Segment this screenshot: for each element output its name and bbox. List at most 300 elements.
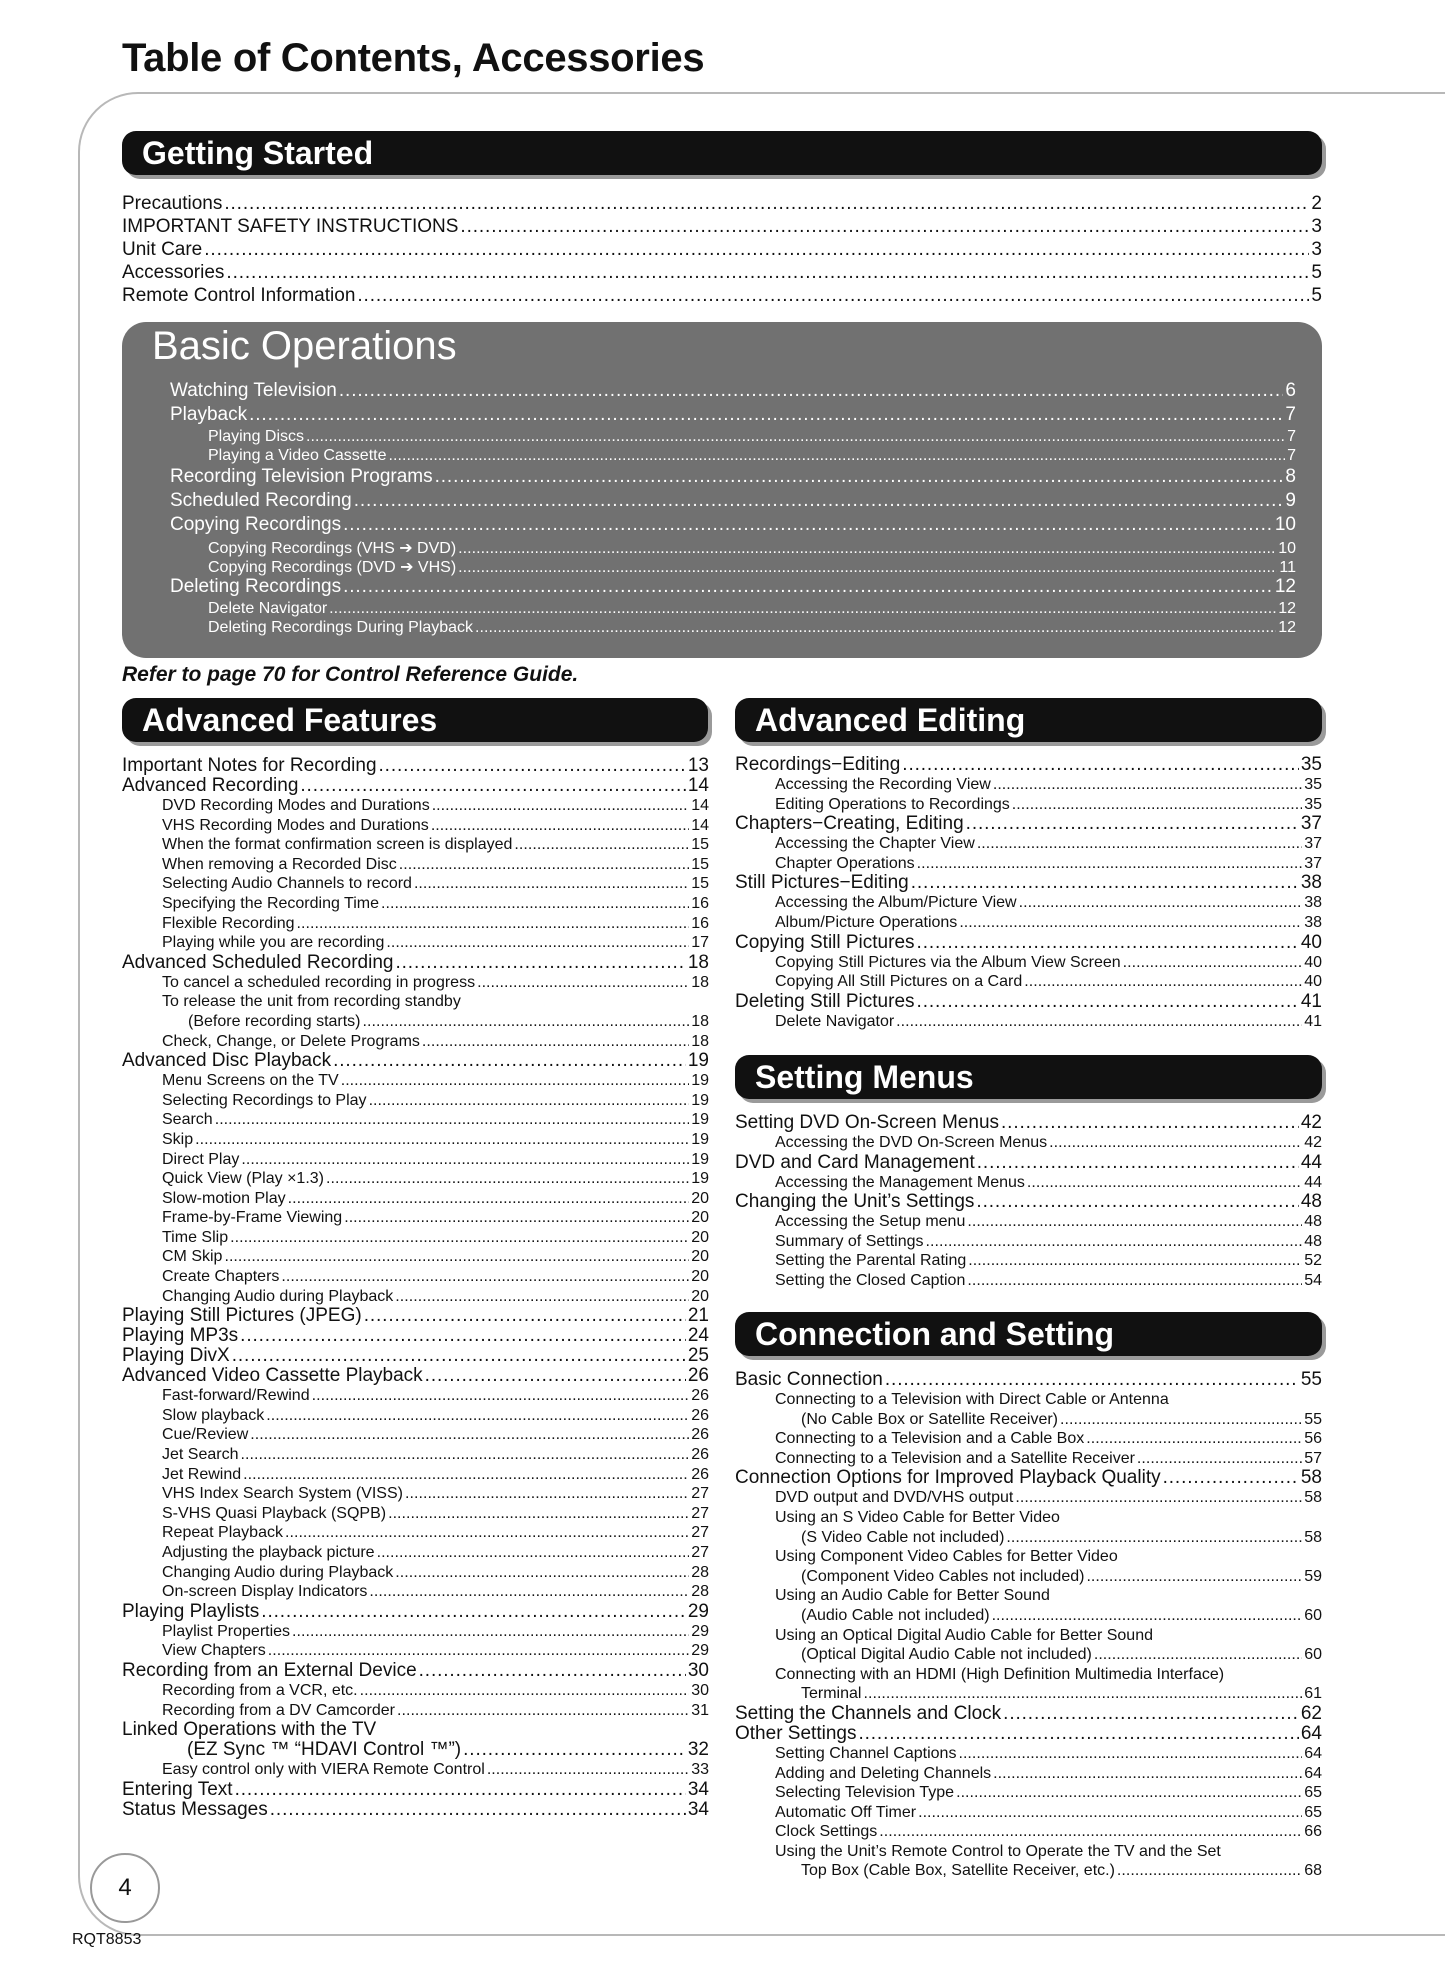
toc-entry-label: Flexible Recording	[162, 914, 295, 932]
toc-entry-page: 13	[687, 755, 709, 776]
dot-leader	[1001, 1113, 1299, 1133]
toc-entry-page: 64	[1304, 1764, 1322, 1782]
toc-entry-label: Clock Settings	[775, 1823, 878, 1841]
toc-entry-label: Recording from a DV Camcorder	[162, 1701, 395, 1719]
basic-operations-list	[170, 380, 1296, 638]
dot-leader	[292, 1622, 689, 1642]
toc-entry	[122, 992, 709, 1012]
toc-entry	[122, 953, 709, 973]
toc-entry	[122, 874, 709, 894]
toc-entry	[170, 557, 1296, 576]
toc-entry-page: 68	[1304, 1862, 1322, 1880]
toc-entry-label: Cue/Review	[162, 1426, 249, 1444]
toc-entry-page: 30	[687, 1659, 709, 1681]
toc-entry	[735, 1153, 1322, 1173]
toc-entry-label: Recording from an External Device	[122, 1659, 417, 1681]
toc-entry-label: Recording from a VCR, etc.	[162, 1681, 358, 1699]
toc-entry-page: 62	[1300, 1702, 1322, 1724]
toc-entry-label: Playing while you are recording	[162, 934, 385, 952]
toc-entry	[122, 1169, 709, 1189]
toc-entry-page: 27	[691, 1485, 709, 1503]
toc-entry-page: 28	[691, 1583, 709, 1601]
dot-leader	[918, 1803, 1302, 1823]
dot-leader	[514, 835, 689, 855]
dot-leader	[977, 834, 1302, 854]
dot-leader	[381, 894, 689, 914]
toc-entry-page: 26	[691, 1465, 709, 1483]
toc-entry-page: 18	[691, 973, 709, 991]
toc-entry	[735, 972, 1322, 992]
dot-leader	[959, 913, 1302, 933]
toc-entry-page: 38	[1300, 872, 1322, 894]
toc-entry-page: 40	[1304, 973, 1322, 991]
toc-entry-label: Playing a Video Cassette	[208, 447, 387, 464]
dot-leader	[270, 1800, 686, 1820]
dot-leader	[285, 1523, 689, 1543]
toc-entry-page: 21	[687, 1305, 709, 1327]
dot-leader	[268, 1641, 689, 1661]
toc-entry	[122, 1760, 709, 1780]
dot-leader	[300, 776, 685, 796]
dot-leader	[902, 755, 1299, 775]
toc-entry-page: 55	[1300, 1369, 1322, 1390]
toc-entry	[170, 490, 1296, 514]
toc-entry	[170, 576, 1296, 600]
dot-leader	[343, 514, 1273, 536]
toc-entry-label: Copying Still Pictures via the Album View Screen	[775, 953, 1121, 971]
toc-entry-label: Direct Play	[162, 1150, 240, 1168]
dot-leader	[388, 1504, 689, 1524]
dot-leader	[329, 600, 1276, 618]
toc-entry-page: 48	[1300, 1191, 1322, 1213]
toc-entry	[735, 1586, 1322, 1606]
dot-leader	[863, 1684, 1302, 1704]
dot-leader	[215, 1110, 690, 1130]
dot-leader	[977, 1153, 1299, 1173]
toc-entry	[122, 1582, 709, 1602]
toc-entry-label: Accessing the Chapter View	[775, 835, 975, 853]
toc-entry	[735, 1113, 1322, 1133]
toc-entry-label: Slow-motion Play	[162, 1189, 286, 1207]
toc-entry-label: Selecting Recordings to Play	[162, 1091, 367, 1109]
toc-entry	[735, 1192, 1322, 1212]
toc-entry-page: 7	[1287, 447, 1296, 464]
toc-entry-label: Connecting to a Television with Direct Cable or Antenna	[775, 1391, 1169, 1408]
toc-entry-label: (Optical Digital Audio Cable not included)	[801, 1646, 1092, 1664]
toc-entry	[122, 1326, 709, 1346]
toc-entry-page: 64	[1304, 1744, 1322, 1762]
toc-entry-page: 42	[1304, 1134, 1322, 1151]
toc-entry-page: 2	[1311, 193, 1322, 214]
toc-entry-label: Unit Care	[122, 239, 203, 260]
toc-entry	[735, 1822, 1322, 1842]
toc-entry	[735, 814, 1322, 834]
dot-leader	[232, 1346, 686, 1366]
toc-entry	[735, 1724, 1322, 1744]
toc-entry-page: 26	[691, 1426, 709, 1444]
toc-entry	[170, 466, 1296, 490]
toc-entry-label: Slow playback	[162, 1406, 265, 1424]
toc-entry	[735, 1468, 1322, 1488]
setting-menus-list	[735, 1113, 1322, 1291]
toc-entry-page: 58	[1304, 1528, 1322, 1546]
toc-entry-label: Connecting with an HDMI (High Definition Multimedia Interface)	[775, 1665, 1225, 1683]
dot-leader	[360, 1681, 690, 1701]
toc-entry	[735, 1528, 1322, 1548]
dot-leader	[992, 1606, 1303, 1626]
dot-leader	[958, 1744, 1302, 1764]
toc-entry-page: 20	[691, 1209, 709, 1227]
toc-entry-page: 37	[1304, 835, 1322, 853]
toc-entry-label: Playback	[170, 404, 248, 425]
dot-leader	[1027, 1173, 1302, 1193]
dot-leader	[463, 1740, 686, 1760]
toc-entry	[170, 619, 1296, 638]
toc-entry	[735, 755, 1322, 775]
toc-entry-label: (Before recording starts)	[188, 1012, 361, 1030]
toc-entry-label: Frame-by-Frame Viewing	[162, 1209, 343, 1227]
basic-operations-heading: Basic Operations	[152, 324, 457, 368]
toc-entry	[735, 1547, 1322, 1567]
toc-entry	[122, 285, 1322, 308]
toc-entry-label: Deleting Still Pictures	[735, 990, 915, 1012]
toc-entry-label: Playing Discs	[208, 428, 305, 445]
toc-entry-page: 37	[1300, 813, 1322, 835]
toc-entry-label: DVD Recording Modes and Durations	[162, 797, 430, 814]
dot-leader	[460, 216, 1309, 238]
toc-entry-page: 26	[687, 1365, 709, 1387]
toc-entry-label: S-VHS Quasi Playback (SQPB)	[162, 1504, 387, 1522]
dot-leader	[235, 1780, 686, 1800]
dot-leader	[967, 1212, 1302, 1232]
toc-entry-label: Copying All Still Pictures on a Card	[775, 973, 1023, 991]
dot-leader	[885, 1370, 1299, 1390]
toc-entry-page: 40	[1304, 953, 1322, 971]
toc-entry-label: VHS Index Search System (VISS)	[162, 1485, 403, 1503]
toc-entry	[735, 1803, 1322, 1823]
toc-entry	[122, 1523, 709, 1543]
dot-leader	[1163, 1468, 1299, 1488]
dot-leader	[388, 447, 1285, 465]
dot-leader	[993, 1764, 1302, 1784]
dot-leader	[1117, 1861, 1302, 1881]
toc-entry-label: Easy control only with VIERA Remote Control	[162, 1761, 485, 1779]
dot-leader	[281, 1267, 689, 1287]
toc-entry	[122, 1681, 709, 1701]
toc-entry-page: 27	[691, 1544, 709, 1561]
toc-entry	[735, 1744, 1322, 1764]
toc-entry	[735, 1173, 1322, 1193]
toc-entry	[122, 1386, 709, 1406]
toc-entry-label: Copying Recordings (DVD ➔ VHS)	[208, 559, 457, 576]
toc-entry-label: Using Component Video Cables for Better Video	[775, 1548, 1118, 1566]
toc-entry	[122, 914, 709, 934]
dot-leader	[858, 1724, 1298, 1744]
dot-leader	[1019, 893, 1303, 913]
toc-entry-page: 61	[1304, 1685, 1322, 1703]
dot-leader	[419, 1661, 686, 1681]
toc-entry-label: When removing a Recorded Disc	[162, 855, 397, 873]
toc-entry	[122, 1150, 709, 1170]
toc-entry-label: Jet Search	[162, 1446, 239, 1464]
toc-entry-page: 19	[691, 1150, 709, 1168]
toc-entry-page: 41	[1304, 1012, 1322, 1030]
toc-entry	[122, 1465, 709, 1485]
dot-leader	[395, 1563, 689, 1583]
dot-leader	[917, 992, 1299, 1012]
toc-entry-label: Repeat Playback	[162, 1524, 283, 1542]
toc-entry-page: 20	[691, 1248, 709, 1266]
toc-entry-page: 19	[687, 1050, 709, 1072]
toc-entry-label: Delete Navigator	[775, 1012, 895, 1030]
toc-entry	[735, 1251, 1322, 1271]
toc-entry	[735, 1212, 1322, 1232]
toc-entry-page: 14	[691, 816, 709, 834]
toc-entry	[170, 538, 1296, 557]
toc-entry-label: Still Pictures−Editing	[735, 872, 909, 894]
advanced-editing-heading: Advanced Editing	[735, 698, 1322, 742]
toc-entry-label: Check, Change, or Delete Programs	[162, 1032, 420, 1050]
doc-code: RQT8853	[72, 1931, 142, 1948]
dot-leader	[917, 854, 1303, 874]
toc-entry-label: Watching Television	[170, 380, 337, 401]
toc-entry-page: 3	[1311, 216, 1322, 237]
toc-entry-label: Advanced Scheduled Recording	[122, 951, 394, 973]
dot-leader	[230, 1228, 689, 1248]
dot-leader	[364, 1306, 686, 1326]
toc-entry-label: Basic Connection	[735, 1369, 883, 1390]
page-number: 4	[90, 1853, 160, 1923]
toc-entry-label: Setting the Parental Rating	[775, 1252, 967, 1270]
dot-leader	[879, 1822, 1302, 1842]
dot-leader	[1024, 972, 1302, 992]
toc-entry	[735, 1410, 1322, 1430]
toc-entry	[735, 1606, 1322, 1626]
toc-entry-page: 60	[1304, 1606, 1322, 1624]
toc-entry-page: 17	[691, 934, 709, 952]
toc-entry-label: Precautions	[122, 193, 223, 214]
toc-entry-page: 52	[1304, 1252, 1322, 1270]
toc-entry	[735, 893, 1322, 913]
toc-entry-page: 7	[1287, 428, 1296, 445]
dot-leader	[288, 1189, 690, 1209]
toc-entry	[122, 933, 709, 953]
dot-leader	[241, 1150, 689, 1170]
toc-entry-page: 25	[687, 1345, 709, 1367]
toc-entry-page: 20	[691, 1268, 709, 1286]
toc-entry-page: 33	[691, 1761, 709, 1779]
toc-entry	[735, 1429, 1322, 1449]
toc-entry	[122, 1189, 709, 1209]
toc-entry-page: 3	[1311, 239, 1322, 260]
dot-leader	[354, 490, 1284, 512]
toc-entry-label: Playing Playlists	[122, 1600, 260, 1622]
toc-entry-label: Other Settings	[735, 1722, 857, 1744]
dot-leader	[432, 796, 690, 816]
dot-leader	[224, 1247, 689, 1267]
toc-entry-page: 5	[1311, 285, 1322, 306]
toc-entry-label: When the format confirmation screen is displayed	[162, 836, 513, 854]
toc-entry-label: View Chapters	[162, 1642, 266, 1660]
dot-leader	[357, 285, 1309, 307]
toc-entry	[122, 1406, 709, 1426]
toc-entry-page: 14	[691, 797, 709, 814]
toc-entry-label: Chapter Operations	[775, 854, 915, 872]
toc-entry-page: 59	[1304, 1567, 1322, 1585]
dot-leader	[917, 933, 1299, 953]
dot-leader	[312, 1386, 690, 1406]
toc-entry-label: Album/Picture Operations	[775, 913, 958, 931]
toc-entry-label: Playing MP3s	[122, 1325, 239, 1347]
toc-entry-label: Advanced Video Cassette Playback	[122, 1365, 423, 1387]
dot-leader	[333, 1051, 686, 1071]
toc-entry-page: 16	[691, 894, 709, 912]
toc-entry-label: Top Box (Cable Box, Satellite Receiver, etc.)	[801, 1862, 1115, 1880]
toc-entry-page: 30	[691, 1681, 709, 1699]
toc-entry	[122, 1543, 709, 1563]
toc-entry-label: Changing Audio during Playback	[162, 1287, 394, 1305]
toc-entry-page: 37	[1304, 854, 1322, 872]
toc-entry-label: Summary of Settings	[775, 1232, 924, 1250]
toc-entry-label: On-screen Display Indicators	[162, 1583, 368, 1601]
toc-entry-page: 20	[691, 1287, 709, 1305]
dot-leader	[306, 428, 1285, 446]
toc-entry-label: Changing Audio during Playback	[162, 1563, 394, 1581]
toc-entry-label: Connecting to a Television and a Satellite Receiver	[775, 1449, 1135, 1467]
toc-entry-label: Using the Unit’s Remote Control to Operate the TV and the Set	[775, 1842, 1221, 1860]
dot-leader	[1003, 1704, 1299, 1724]
toc-entry-page: 40	[1300, 931, 1322, 953]
dot-leader	[386, 933, 689, 953]
dot-leader	[1015, 1488, 1302, 1508]
toc-entry-page: 58	[1304, 1489, 1322, 1507]
toc-entry	[122, 1267, 709, 1287]
toc-entry	[122, 1780, 709, 1800]
dot-leader	[1060, 1410, 1302, 1430]
toc-entry-label: Accessing the Setup menu	[775, 1213, 966, 1231]
dot-leader	[395, 953, 685, 973]
dot-leader	[956, 1783, 1302, 1803]
dot-leader	[261, 1602, 686, 1622]
dot-leader	[297, 914, 690, 934]
toc-entry-page: 57	[1304, 1449, 1322, 1467]
dot-leader	[1094, 1645, 1302, 1665]
advanced-features-list	[122, 756, 709, 1820]
dot-leader	[1086, 1429, 1302, 1449]
toc-entry	[122, 835, 709, 855]
toc-entry	[735, 913, 1322, 933]
toc-entry-label: Copying Recordings (VHS ➔ DVD)	[208, 540, 457, 557]
toc-entry	[122, 1051, 709, 1071]
toc-entry-page: 58	[1300, 1467, 1322, 1489]
toc-entry-page: 6	[1285, 380, 1296, 401]
toc-entry-page: 34	[687, 1798, 709, 1820]
page-title: Table of Contents, Accessories	[122, 36, 705, 80]
toc-entry-label: Time Slip	[162, 1228, 229, 1246]
toc-entry-page: 12	[1274, 576, 1296, 597]
dot-leader	[1049, 1133, 1302, 1153]
toc-entry-page: 18	[691, 1032, 709, 1050]
dot-leader	[1012, 795, 1302, 815]
toc-entry	[735, 1684, 1322, 1704]
dot-leader	[240, 1326, 686, 1346]
toc-entry-page: 65	[1304, 1784, 1322, 1802]
toc-entry-label: Setting Channel Captions	[775, 1744, 957, 1762]
toc-entry-label: Scheduled Recording	[170, 490, 352, 511]
toc-entry-page: 48	[1304, 1213, 1322, 1231]
toc-entry-label: CM Skip	[162, 1248, 223, 1266]
toc-entry-label: Advanced Disc Playback	[122, 1050, 332, 1072]
dot-leader	[226, 262, 1309, 284]
toc-entry-page: 10	[1274, 514, 1296, 535]
toc-entry	[735, 1133, 1322, 1153]
toc-entry	[735, 795, 1322, 815]
getting-started-list	[122, 193, 1322, 308]
toc-entry	[122, 796, 709, 816]
toc-entry-page: 26	[691, 1387, 709, 1405]
toc-entry	[735, 992, 1322, 1012]
toc-entry	[122, 1247, 709, 1267]
toc-entry	[122, 894, 709, 914]
dot-leader	[475, 619, 1276, 637]
toc-entry-page: 35	[1300, 754, 1322, 775]
dot-leader	[458, 559, 1277, 577]
dot-leader	[1086, 1567, 1302, 1587]
toc-entry	[170, 428, 1296, 447]
toc-entry	[122, 1641, 709, 1661]
toc-entry	[735, 1271, 1322, 1291]
toc-entry	[735, 1449, 1322, 1469]
toc-entry	[122, 1720, 709, 1740]
dot-leader	[250, 1425, 689, 1445]
dot-leader	[341, 1071, 690, 1091]
toc-entry-label: (S Video Cable not included)	[801, 1528, 1005, 1546]
dot-leader	[377, 1543, 690, 1563]
dot-leader	[458, 540, 1276, 558]
toc-entry-label: Automatic Off Timer	[775, 1803, 917, 1821]
toc-entry-label: Fast-forward/Rewind	[162, 1387, 310, 1405]
toc-entry-page: 48	[1304, 1232, 1322, 1250]
toc-entry-label: VHS Recording Modes and Durations	[162, 816, 429, 834]
toc-entry-label: Terminal	[801, 1685, 862, 1703]
toc-entry	[735, 1704, 1322, 1724]
toc-entry-page: 35	[1304, 795, 1322, 813]
toc-entry-label: Connecting to a Television and a Cable Box	[775, 1430, 1085, 1448]
connection-setting-heading: Connection and Setting	[735, 1312, 1322, 1356]
toc-entry-label: Accessing the Album/Picture View	[775, 894, 1017, 912]
toc-entry-page: 29	[687, 1600, 709, 1622]
toc-entry-label: Create Chapters	[162, 1268, 280, 1286]
advanced-features-heading: Advanced Features	[122, 698, 708, 742]
toc-entry-label: Entering Text	[122, 1778, 233, 1800]
toc-entry-page: 28	[691, 1563, 709, 1581]
toc-entry	[122, 1602, 709, 1622]
toc-entry-page: 12	[1278, 600, 1296, 617]
toc-entry	[122, 816, 709, 836]
toc-entry-label: Using an Optical Digital Audio Cable for Better Sound	[775, 1626, 1153, 1644]
toc-entry	[122, 1701, 709, 1721]
toc-entry	[122, 1661, 709, 1681]
toc-entry	[122, 1130, 709, 1150]
toc-entry-label: DVD and Card Management	[735, 1151, 975, 1173]
dot-leader	[266, 1406, 689, 1426]
advanced-editing-list	[735, 755, 1322, 1031]
toc-entry-page: 5	[1311, 262, 1322, 283]
dot-leader	[993, 775, 1302, 795]
toc-entry	[122, 1366, 709, 1386]
toc-entry	[122, 239, 1322, 262]
toc-entry-page: 10	[1278, 540, 1296, 557]
